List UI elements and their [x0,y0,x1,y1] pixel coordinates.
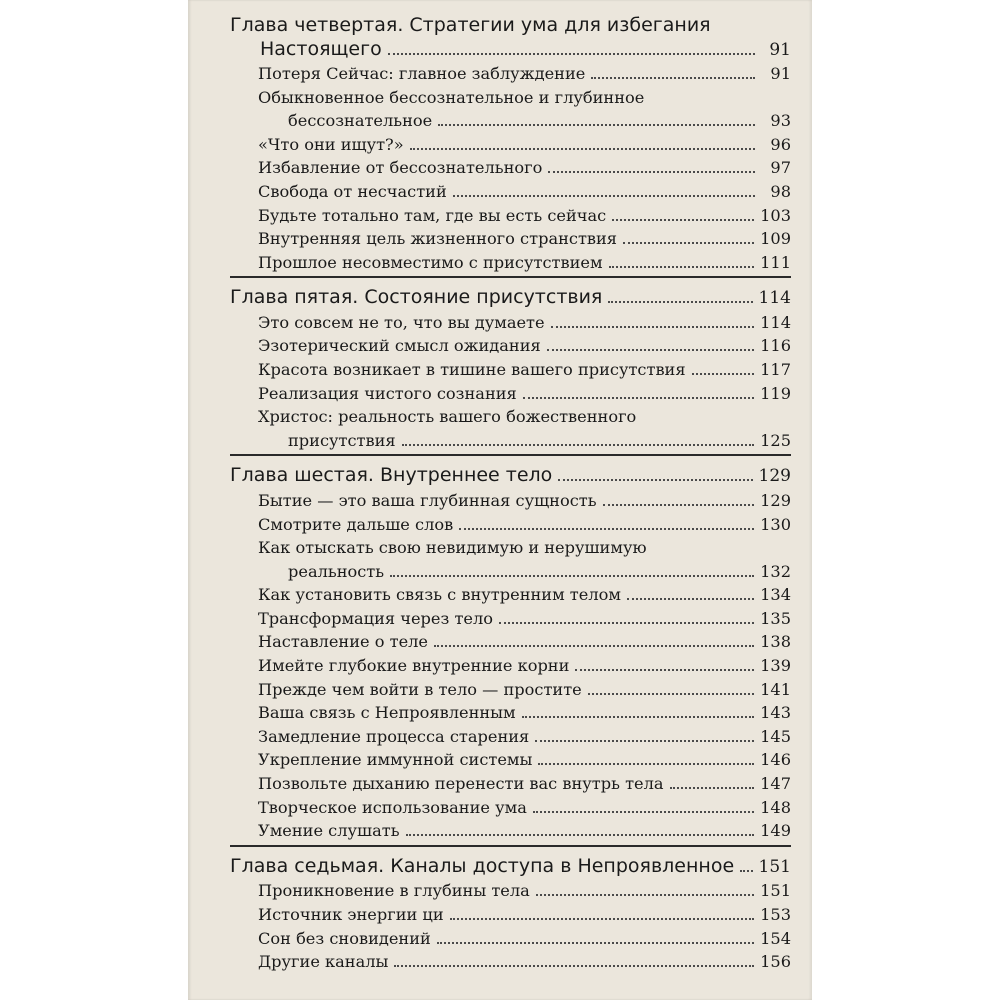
entry-page-number: 119 [760,383,791,403]
dot-leader [551,326,755,328]
dot-leader [533,811,754,813]
toc-entry[interactable] [230,701,791,725]
toc-entry[interactable] [230,62,791,86]
dot-leader [692,373,755,375]
dot-leader [459,528,754,530]
dot-leader [548,171,755,173]
entry-title: Позвольте дыханию перенести вас внутрь тела [258,774,664,794]
toc-entry[interactable] [230,607,791,631]
toc-entry[interactable] [230,748,791,772]
dot-leader [603,504,755,506]
entry-title: Прошлое несовместимо с присутствием [258,252,603,272]
entry-page-number: 146 [760,750,791,770]
dot-leader [438,124,755,126]
toc-entry[interactable] [230,180,791,204]
toc-entry[interactable] [230,334,791,358]
entry-page-number: 109 [760,229,791,249]
entry-page-number: 141 [760,679,791,699]
table-of-contents [230,14,791,974]
dot-leader [394,965,754,967]
entry-page-number: 98 [770,181,791,201]
toc-entry[interactable] [230,133,791,157]
toc-entry[interactable] [230,204,791,228]
entry-title: Прежде чем войти в тело — простите [258,679,582,699]
section-divider [230,454,791,456]
toc-entry[interactable] [230,358,791,382]
chapter-section [230,855,791,974]
entry-title: Трансформация через тело [258,608,494,628]
chapter-title: Глава пятая. Состояние присутствия [230,286,603,309]
toc-entry[interactable] [230,678,791,702]
dot-leader [627,598,754,600]
chapter-title-line-1: Глава четвертая. Стратегии ума для избегания [230,14,711,36]
entry-title: Внутренняя цель жизненного странствия [258,229,618,249]
section-divider [230,845,791,847]
entry-title: Проникновение в глубины тела [258,881,530,901]
chapter-section [230,14,791,278]
toc-entry[interactable] [230,879,791,903]
dot-leader [434,645,754,647]
entry-page-number: 138 [760,632,791,652]
dot-leader [575,669,754,671]
entry-title: Укрепление иммунной системы [258,750,533,770]
toc-entry[interactable] [230,927,791,951]
entry-page-number: 91 [770,64,791,83]
dot-leader [406,834,755,836]
chapter-heading[interactable] [230,14,791,62]
toc-entry[interactable] [230,513,791,537]
entry-page-number: 135 [760,608,791,628]
toc-entry[interactable] [230,796,791,820]
toc-entry[interactable] [230,311,791,335]
entry-page-number: 151 [760,881,791,901]
chapter-page-number: 91 [769,39,791,60]
entry-page-number: 117 [760,360,791,380]
toc-entry[interactable] [230,382,791,406]
dot-leader [499,622,754,624]
entry-title: Смотрите дальше слов [258,514,454,534]
toc-entry[interactable] [230,536,791,583]
dot-leader [558,479,752,481]
dot-leader [609,266,755,268]
chapter-title: Глава шестая. Внутреннее тело [230,464,553,487]
entry-title: Реализация чистого сознания [258,383,517,403]
entry-page-number: 116 [760,336,791,356]
entry-title: Свобода от несчастий [258,181,447,201]
dot-leader [612,219,754,221]
dot-leader [538,763,754,765]
toc-entry[interactable] [230,950,791,974]
entry-title: Замедление процесса старения [258,726,530,746]
dot-leader [608,301,752,303]
toc-entry[interactable] [230,583,791,607]
entry-page-number: 149 [760,821,791,841]
chapter-section [230,286,791,456]
entry-title: Источник энергии ци [258,904,444,924]
chapter-heading[interactable] [230,286,791,311]
entry-page-number: 139 [760,656,791,676]
entry-page-number: 153 [760,904,791,924]
entry-page-number: 148 [760,797,791,817]
entry-title: Умение слушать [258,821,400,841]
entry-title: Ваша связь с Непроявленным [258,703,516,723]
entry-title: Творческое использование ума [258,797,527,817]
entry-title-line-2: присутствия [288,430,396,450]
entry-page-number: 96 [770,134,791,154]
toc-entry[interactable] [230,772,791,796]
dot-leader [536,894,754,896]
entry-title: Сон без сновидений [258,928,431,948]
entry-title: Имейте глубокие внутренние корни [258,656,570,676]
toc-entry[interactable] [230,630,791,654]
chapter-title: Глава седьмая. Каналы доступа в Непроявленное [230,854,735,877]
dot-leader [388,53,755,55]
entry-page-number: 93 [770,111,791,131]
entry-title-line-2: реальность [288,561,385,581]
toc-entry[interactable] [230,86,791,133]
dot-leader [522,716,754,718]
entry-page-number: 143 [760,703,791,723]
dot-leader [437,942,754,944]
dot-leader [390,575,754,577]
chapter-section [230,464,791,846]
toc-entry[interactable] [230,903,791,927]
entry-page-number: 97 [770,158,791,178]
entry-page-number: 103 [760,205,791,225]
toc-entry[interactable] [230,489,791,513]
entry-title: «Что они ищут?» [258,134,404,154]
entry-page-number: 134 [760,585,791,605]
chapter-title-line-2: Настоящего [260,37,382,60]
entry-page-number: 130 [760,514,791,534]
entry-title: Как установить связь с внутренним телом [258,585,621,605]
dot-leader [410,148,755,150]
chapter-page-number: 114 [758,288,791,309]
entry-page-number: 125 [760,430,791,450]
toc-entry[interactable] [230,819,791,843]
toc-entry[interactable] [230,405,791,452]
entry-page-number: 132 [760,561,791,581]
entry-title: Избавление от бессознательного [258,158,543,178]
dot-leader [547,349,754,351]
entry-title: Бытие — это ваша глубинная сущность [258,490,597,510]
dot-leader [740,870,752,872]
entry-page-number: 154 [760,928,791,948]
entry-title-line-1: Христос: реальность вашего божественного [258,407,637,427]
entry-title: Потеря Сейчас: главное заблуждение [258,64,586,83]
chapter-heading[interactable] [230,464,791,489]
section-divider [230,276,791,278]
entry-title-line-1: Как отыскать свою невидимую и нерушимую [258,538,647,558]
entry-title: Красота возникает в тишине вашего присутствия [258,360,686,380]
entry-page-number: 145 [760,726,791,746]
dot-leader [670,787,755,789]
toc-entry[interactable] [230,227,791,251]
toc-entry[interactable] [230,654,791,678]
chapter-page-number: 129 [758,466,791,487]
entry-page-number: 111 [760,252,791,272]
entry-page-number: 147 [760,774,791,794]
toc-entry[interactable] [230,156,791,180]
entry-title: Наставление о теле [258,632,429,652]
chapter-heading[interactable] [230,855,791,880]
entry-title: Другие каналы [258,952,389,972]
dot-leader [453,195,755,197]
entry-title-line-1: Обыкновенное бессознательное и глубинное [258,87,645,107]
entry-title: Будьте тотально там, где вы есть сейчас [258,205,607,225]
dot-leader [450,918,754,920]
entry-page-number: 129 [760,490,791,510]
entry-page-number: 114 [760,312,791,332]
dot-leader [523,397,754,399]
dot-leader [588,693,754,695]
entry-title-line-2: бессознательное [288,111,433,131]
entry-title: Эзотерический смысл ожидания [258,336,541,356]
dot-leader [402,444,754,446]
dot-leader [623,242,754,244]
entry-page-number: 156 [760,952,791,972]
dot-leader [535,740,754,742]
toc-entry[interactable] [230,725,791,749]
dot-leader [591,77,755,79]
toc-entry[interactable] [230,251,791,275]
entry-title: Это совсем не то, что вы думаете [258,312,545,332]
chapter-page-number: 151 [758,856,791,877]
